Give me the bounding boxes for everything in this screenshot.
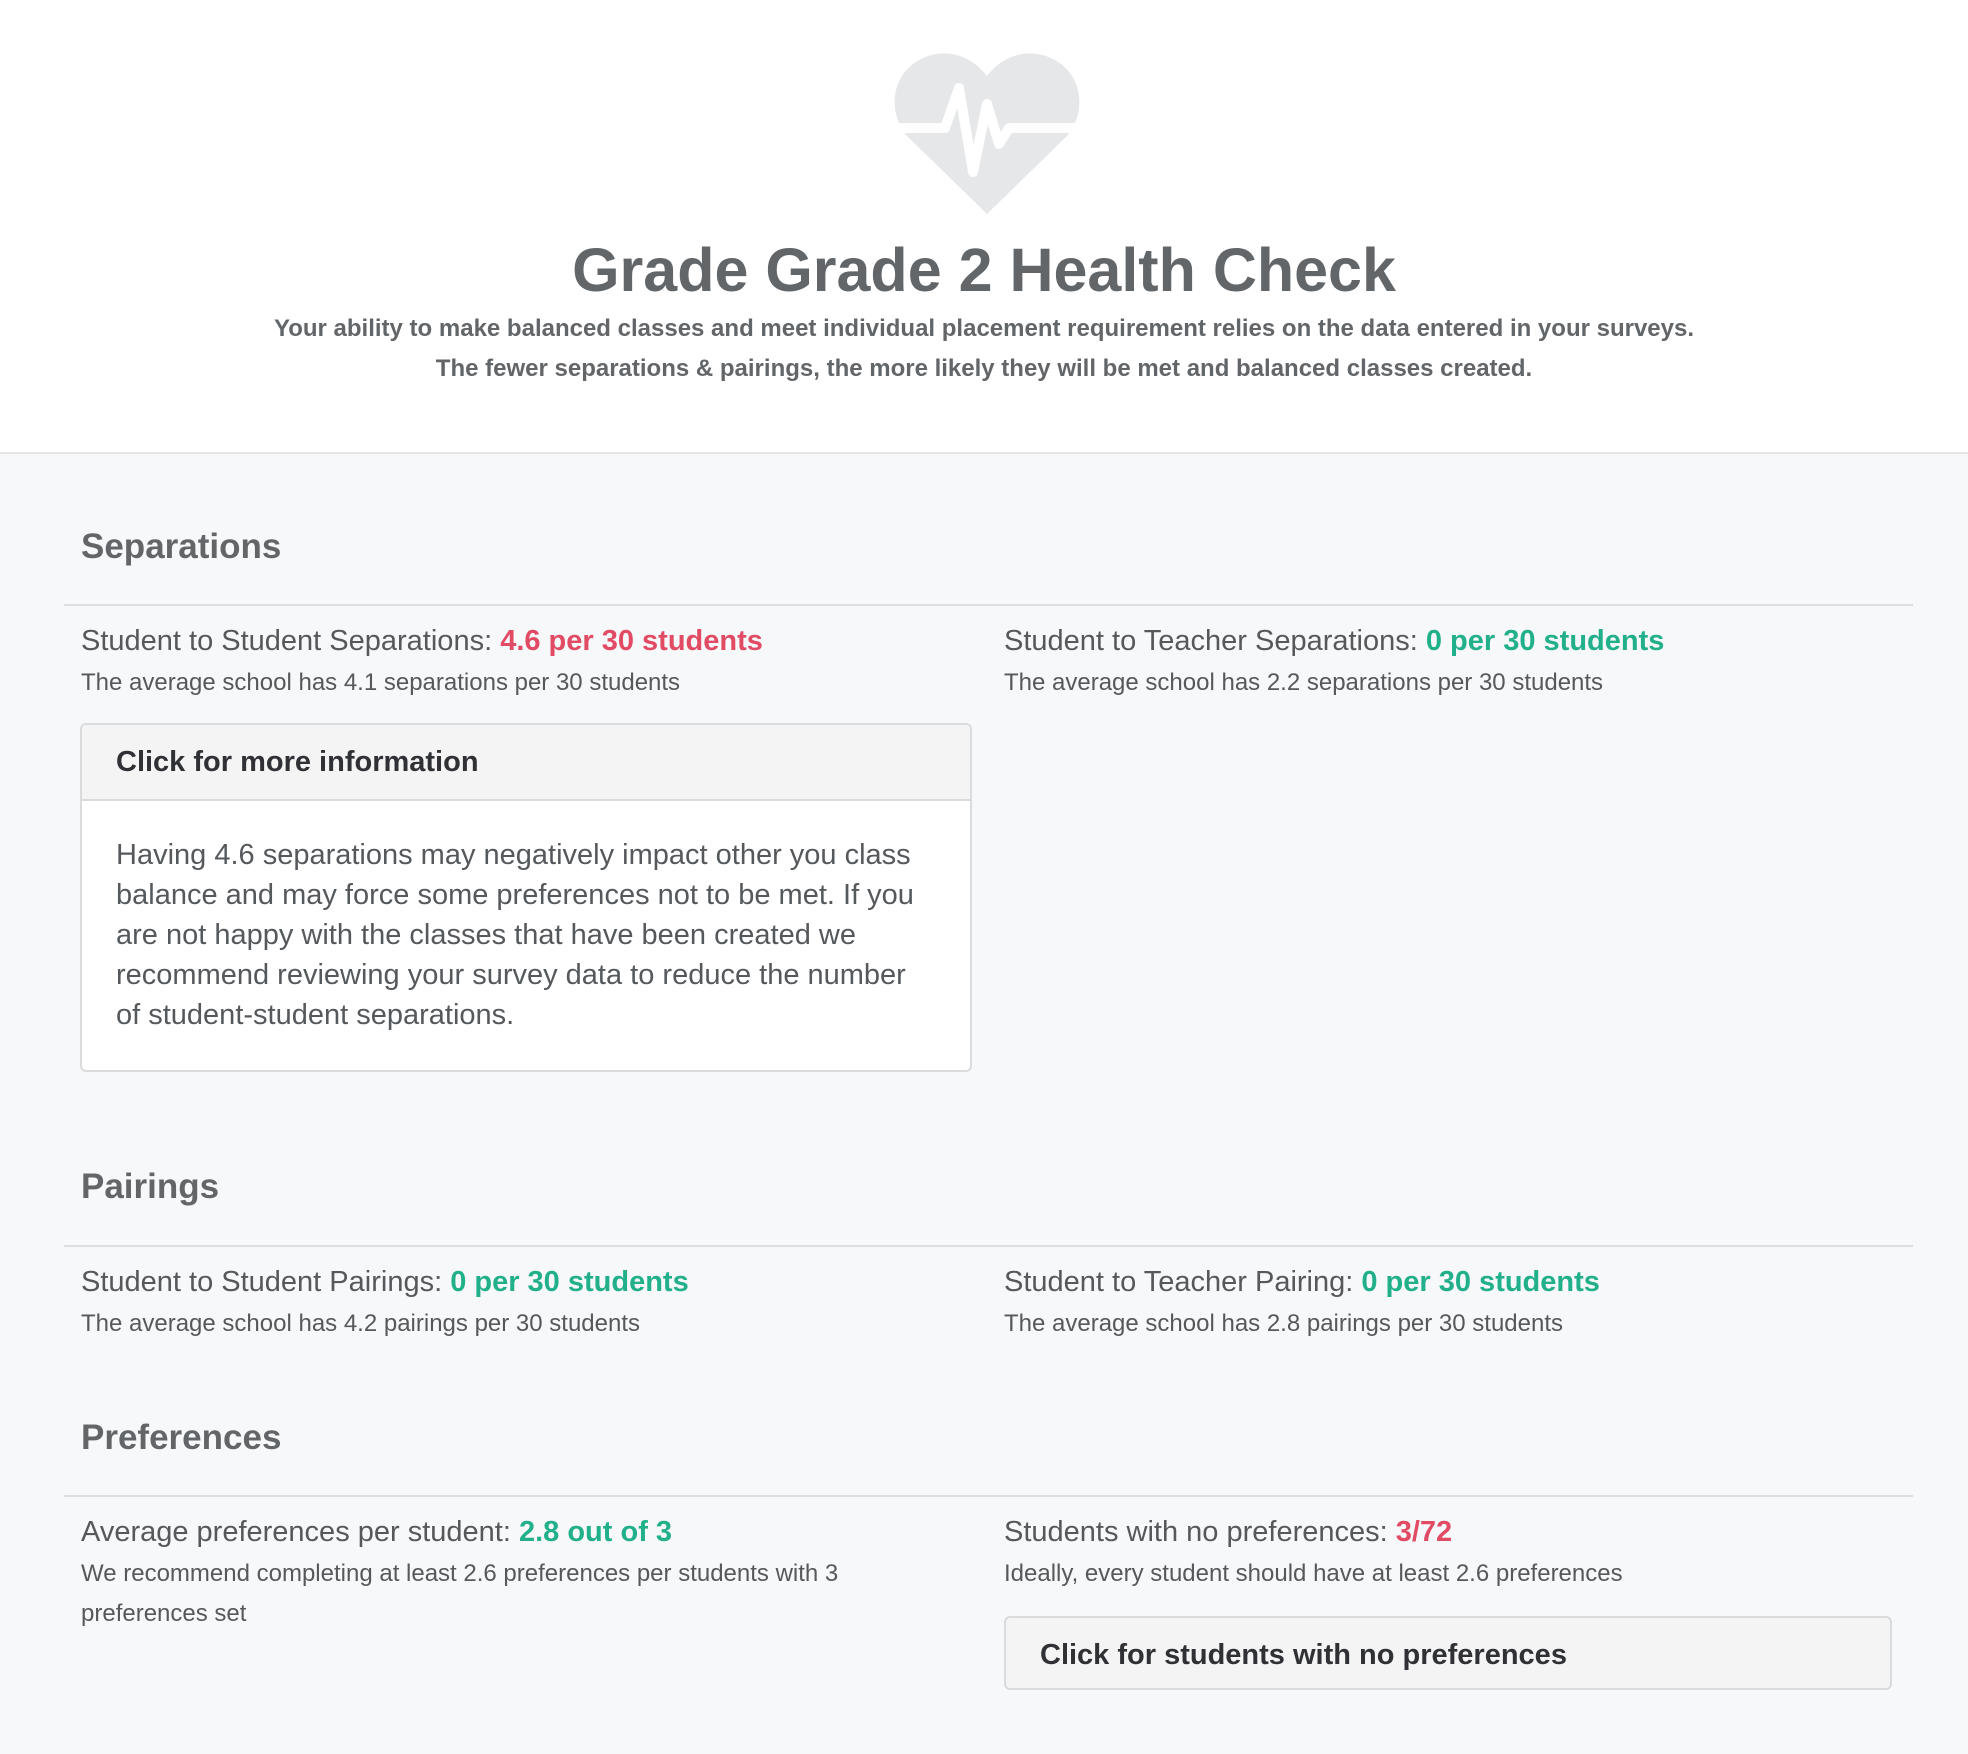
stat-label: Students with no preferences: <box>1004 1516 1396 1548</box>
stat-note: The average school has 4.1 separations per 30 students <box>81 669 681 696</box>
stat-student-student-separations <box>81 621 763 661</box>
page-subtitle-line-2: The fewer separations & pairings, the more likely they will be met and balanced classes created. <box>435 355 1533 382</box>
stat-label: Student to Teacher Separations: <box>1004 625 1426 657</box>
stat-note: The average school has 4.2 pairings per 30 students <box>81 1310 641 1337</box>
section-divider <box>64 1495 1913 1497</box>
stat-label: Student to Student Pairings: <box>81 1266 451 1298</box>
stat-student-teacher-separations <box>1004 621 1664 661</box>
students-no-preferences-button[interactable]: Click for students with no preferences <box>1004 1616 1892 1690</box>
section-title-preferences: Preferences <box>81 1418 282 1457</box>
stat-label: Average preferences per student: <box>81 1516 519 1548</box>
stat-value: 2.8 out of 3 <box>518 1516 673 1548</box>
stat-note: Ideally, every student should have at least 2.6 preferences <box>1004 1560 1623 1587</box>
header <box>0 0 1968 454</box>
section-title-separations: Separations <box>81 527 282 566</box>
page-subtitle-line-1: Your ability to make balanced classes and meet individual placement requirement relies on the data entered in your surveys. <box>273 315 1695 342</box>
stat-note: The average school has 2.2 separations per 30 students <box>1004 669 1604 696</box>
more-info-body: Having 4.6 separations may negatively impact other you class balance and may force some preferences not to be met. If you are not happy with the classes that have been created we recommend reviewing your survey data to reduce the number of student-student separations. <box>116 839 914 1031</box>
stat-value: 0 per 30 students <box>1361 1266 1600 1298</box>
stat-value: 0 per 30 students <box>1425 625 1665 657</box>
section-divider <box>64 1245 1913 1247</box>
more-info-panel <box>80 723 972 1072</box>
stat-note: The average school has 2.8 pairings per 30 students <box>1004 1310 1564 1337</box>
stat-value: 0 per 30 students <box>450 1266 689 1298</box>
stat-students-no-preferences <box>1004 1512 1452 1552</box>
section-title-pairings: Pairings <box>81 1167 220 1206</box>
heart-pulse-icon <box>893 50 1081 216</box>
stat-label: Student to Student Separations: <box>81 625 501 657</box>
stat-note: We recommend completing at least 2.6 preferences per students with 3 preferences set <box>81 1560 839 1627</box>
stat-student-teacher-pairing <box>1004 1262 1600 1302</box>
page-title: Grade Grade 2 Health Check <box>572 236 1396 304</box>
stat-label: Student to Teacher Pairing: <box>1004 1266 1362 1298</box>
stat-value: 4.6 per 30 students <box>500 625 763 657</box>
section-divider <box>64 604 1913 606</box>
stat-student-student-pairings <box>81 1262 689 1302</box>
more-info-toggle[interactable]: Click for more information <box>82 725 970 801</box>
stat-average-preferences <box>81 1512 672 1552</box>
stat-value: 3/72 <box>1395 1516 1453 1548</box>
